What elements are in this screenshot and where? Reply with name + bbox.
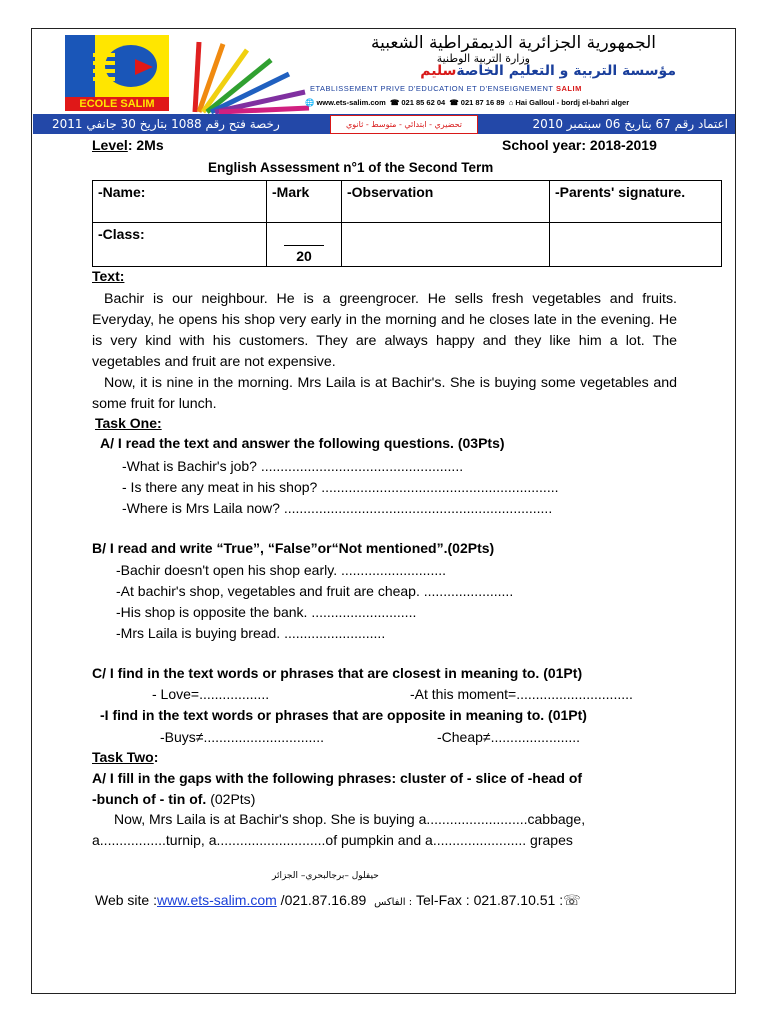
parents-signature-cell[interactable]: -Parents' signature.: [550, 181, 722, 223]
task-one-b-text: B/ I read and write “True”, “False”or“Not mentioned”.(: [92, 540, 453, 556]
french-school-salim: SALIM: [555, 84, 582, 93]
task-one-c-instruction: C/ I find in the text words or phrases that are closest in meaning to. (01Pt): [92, 665, 583, 681]
task-one-a-instruction: A/ I read the text and answer the following questions. (03Pts): [100, 435, 505, 451]
question-2: - Is there any meat in his shop? .............................................................: [122, 479, 559, 495]
question-1: -What is Bachir's job? ....................................................: [122, 458, 464, 474]
colored-pencils-icon: [185, 40, 310, 115]
name-cell[interactable]: -Name:: [93, 181, 267, 223]
mark-total: 20: [296, 248, 312, 264]
globe-icon: 🌐: [305, 98, 315, 107]
task-one-c-points: 01Pt: [547, 665, 578, 681]
observation-value-cell[interactable]: [342, 223, 550, 267]
approval-number: اعتماد رقم 67 بتاريخ 06 سبتمبر 2010: [532, 117, 728, 131]
task-two-a-points: 02Pts: [214, 791, 251, 807]
question-3: -Where is Mrs Laila now? .....................................................................: [122, 500, 553, 516]
task-two-phrases-2: -bunch of - tin of: [92, 791, 203, 807]
task-one-a-text: A/ I read the text and answer the following questions. (: [100, 435, 463, 451]
task-one-heading: Task One:: [95, 415, 162, 431]
task-one-c-opposite-instruction: -I find in the text words or phrases that are opposite in meaning to. (01Pt): [100, 707, 587, 723]
mark-fraction-line: [284, 245, 324, 246]
synonym-2: -At this moment=..............................: [410, 686, 633, 702]
arabic-republic-title: الجمهورية الجزائرية الديمقراطية الشعبية: [370, 33, 656, 53]
french-school-name: [310, 84, 582, 93]
header-phone-1: 021 85 62 04: [401, 98, 446, 107]
text-heading: Text:: [92, 268, 125, 284]
school-year: School year: 2018-2019: [502, 137, 657, 153]
header-address: Hai Galloul - bordj el-bahri alger: [515, 98, 630, 107]
footer-tel-fax: Tel-Fax : 021.87.10.51 :: [416, 892, 564, 908]
footer-fax-arabic: الفاكس :: [374, 897, 413, 908]
arabic-school-salim: سليم: [420, 63, 457, 79]
task-two-a-instruction-2: -bunch of - tin of. (02Pts): [92, 791, 256, 807]
class-cell[interactable]: -Class:: [93, 223, 267, 267]
header-contact-strip: [305, 98, 629, 107]
text-paragraph-1: Bachir is our neighbour. He is a greengrocer. He sells fresh vegetables and fruits. Everyday, he opens his shop very early in the morning and he closes late in the evening. He is very kind with his customers. They are always happy and they like him a lot. The vegetables and fruit are not expensive.: [92, 291, 677, 370]
opposite-1: -Buys≠...............................: [160, 729, 325, 745]
opposite-2: -Cheap≠.......................: [437, 729, 581, 745]
task-one-c-opposite-points: 01Pt: [552, 707, 583, 723]
arabic-school-name: [420, 63, 676, 79]
synonym-1: - Love=..................: [152, 686, 270, 702]
level-value: : 2Ms: [127, 137, 164, 153]
statement-4: -Mrs Laila is buying bread. ..........................: [116, 625, 386, 641]
footer-phone: /021.87.16.89: [276, 892, 367, 908]
license-number: رخصة فتح رقم 1088 بتاريخ 30 جانفي 2011: [52, 117, 280, 131]
mark-cell[interactable]: -Mark: [267, 181, 342, 223]
task-two-a-text: A/ I fill in the gaps with the following phrases:: [92, 770, 401, 786]
arabic-school-prefix: مؤسسة التربية و التعليم الخاصة: [456, 63, 676, 79]
footer-website-link[interactable]: www.ets-salim.com: [157, 892, 277, 908]
task-one-a-points: 03Pts: [462, 435, 500, 451]
gap-line-1: Now, Mrs Laila is at Bachir's shop. She is buying a..........................cabbage,: [114, 811, 586, 827]
header-phone-2: 021 87 16 89: [460, 98, 505, 107]
level: [92, 137, 164, 153]
levels-badge: تحضيري - ابتدائي - متوسط - ثانوي: [330, 115, 478, 134]
statement-1: -Bachir doesn't open his shop early. ...........................: [116, 562, 447, 578]
task-one-c-opposite-text: -I find in the text words or phrases that are opposite in meaning to. (: [100, 707, 553, 723]
signature-value-cell[interactable]: [550, 223, 722, 267]
school-logo: [65, 35, 169, 97]
logo-name: ECOLE SALIM: [65, 97, 169, 111]
task-two-a-instruction: [92, 770, 582, 786]
header-website: www.ets-salim.com: [316, 98, 386, 107]
assessment-title: English Assessment n°1 of the Second Term: [208, 160, 494, 175]
task-one-b-points: 02Pts: [452, 540, 490, 556]
gap-line-2: a.................turnip, a............................of pumpkin and a........................ grapes: [92, 832, 573, 848]
phone-icon: ☎: [389, 98, 400, 107]
statement-2: -At bachir's shop, vegetables and fruit are cheap. .......................: [116, 583, 514, 599]
french-school-prefix: ETABLISSEMENT PRIVE D'EDUCATION ET D'ENSEIGNEMENT: [310, 84, 554, 93]
arabic-ministry: وزارة التربية الوطنية: [436, 52, 530, 65]
phone-icon: ☏: [563, 892, 581, 908]
fax-icon: ☎: [449, 98, 459, 107]
footer-contact: [95, 892, 581, 909]
task-one-c-text: C/ I find in the text words or phrases that are closest in meaning to. (: [92, 665, 548, 681]
footer-arabic-address: حيفلول –برجالبحري– الجزائر: [272, 871, 379, 881]
location-icon: ⌂: [508, 98, 514, 107]
observation-cell[interactable]: -Observation: [342, 181, 550, 223]
task-one-b-instruction: B/ I read and write “True”, “False”or“Not mentioned”.(02Pts): [92, 540, 495, 556]
footer-website-label: Web site :: [95, 892, 157, 908]
student-info-table: [92, 180, 722, 267]
level-label: Level: [92, 137, 128, 153]
task-two-heading: Task Two: [92, 749, 154, 765]
text-paragraph-2: Now, it is nine in the morning. Mrs Laila is at Bachir's. She is buying some vegetables and some fruit for lunch.: [92, 375, 677, 412]
statement-3: -His shop is opposite the bank. ...........................: [116, 604, 417, 620]
task-two-phrases-1: cluster of - slice of -head of: [400, 770, 583, 786]
mark-total-cell[interactable]: [267, 223, 342, 267]
task-two-heading-wrap: Task Two:: [92, 749, 159, 765]
